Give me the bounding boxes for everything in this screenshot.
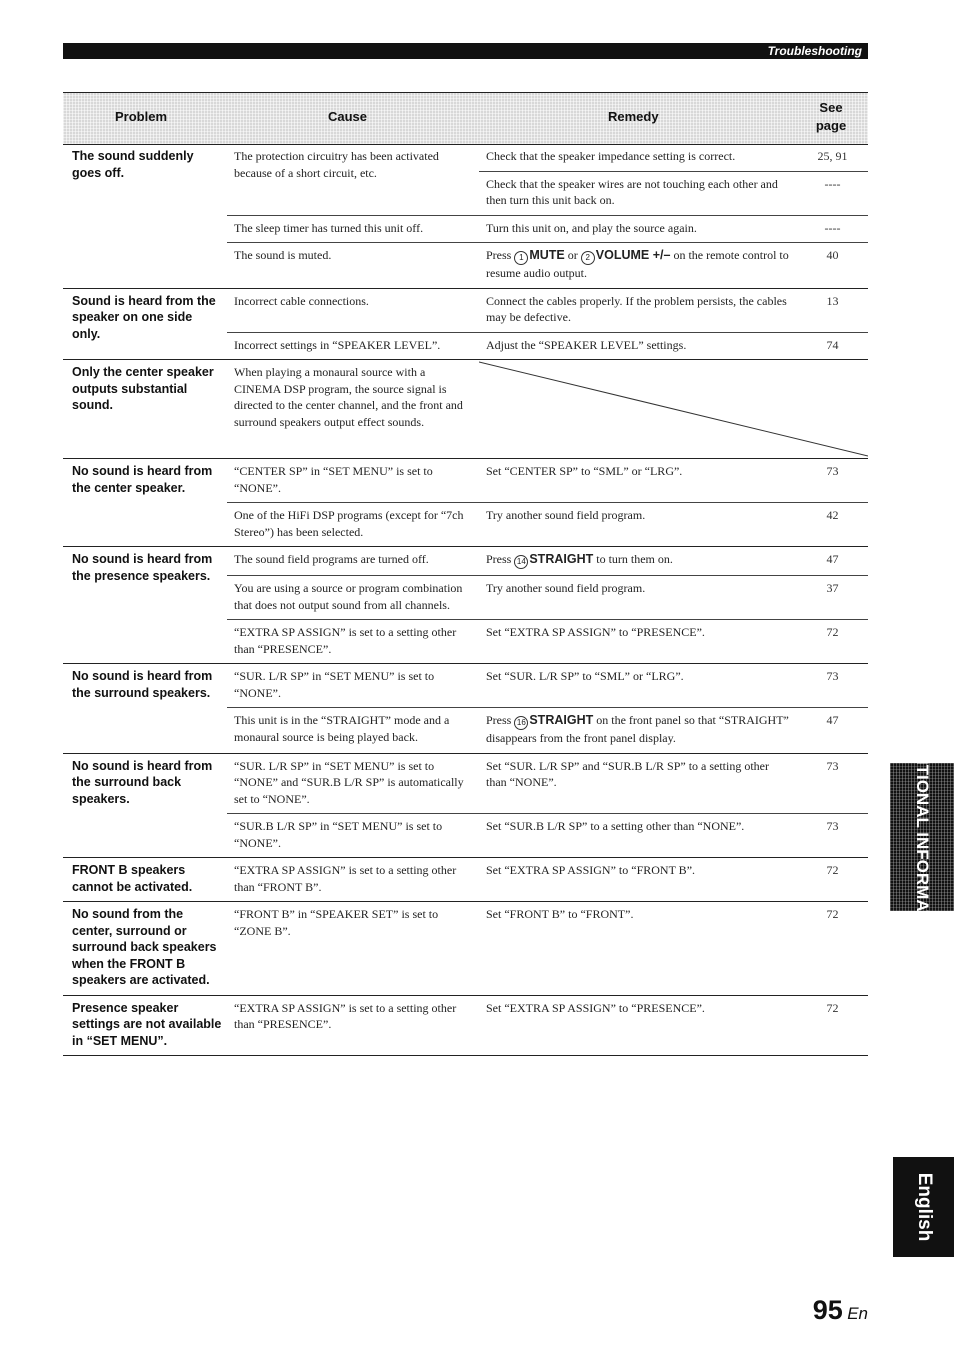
remedy-text: Check that the speaker impedance setting is correct. xyxy=(486,149,736,163)
remote-key-label: STRAIGHT xyxy=(529,713,594,727)
see-page: 25, 91 xyxy=(817,149,848,163)
remedy-pre: Press xyxy=(486,552,515,566)
remedy-row xyxy=(479,708,868,753)
cause-row xyxy=(227,215,868,243)
remedy-row xyxy=(479,547,868,575)
additional-information-tab[interactable] xyxy=(890,723,954,951)
table-header xyxy=(63,92,868,145)
additional-information-label: ADDITIONAL INFORMATION xyxy=(913,723,932,951)
remedy-text: Set “FRONT B” to “FRONT”. xyxy=(486,907,634,921)
cause-row xyxy=(227,858,868,901)
cause-list xyxy=(227,858,868,901)
cause-text: “SUR. L/R SP” in “SET MENU” is set to “NONE” and “SUR.B L/R SP” is automatically set to “NONE”. xyxy=(234,758,464,806)
see-page: 72 xyxy=(826,1000,839,1015)
problem-group xyxy=(63,289,868,361)
cause-row xyxy=(227,754,868,814)
remedy-list xyxy=(479,216,868,243)
remedy-text: Set “EXTRA SP ASSIGN” to “PRESENCE”. xyxy=(486,1000,705,1015)
remedy-list xyxy=(479,754,868,814)
cause-text: One of the HiFi DSP programs (except for “7ch Stereo”) has been selected. xyxy=(234,508,464,539)
cause-text: Incorrect settings in “SPEAKER LEVEL”. xyxy=(234,337,441,352)
cause-text: Incorrect cable connections. xyxy=(234,293,369,308)
problem-text: Presence speaker settings are not available in “SET MENU”. xyxy=(72,1000,222,1048)
cause-text: The sound is muted. xyxy=(234,248,332,262)
cause-row xyxy=(227,902,868,945)
cause-row xyxy=(227,459,868,502)
page-number-lang: En xyxy=(847,1304,868,1323)
remedy-list xyxy=(479,620,868,663)
see-page: 73 xyxy=(826,819,839,833)
language-label: English xyxy=(913,1172,935,1242)
cause-list xyxy=(227,547,868,663)
problem-text: FRONT B speakers cannot be activated. xyxy=(72,863,193,894)
cause-row xyxy=(227,360,868,458)
cause-text: The sound field programs are turned off. xyxy=(234,552,429,566)
problem-text: No sound is heard from the surround speakers. xyxy=(72,669,213,700)
remedy-post: on the remote control to resume audio output. xyxy=(486,248,789,280)
problem-group xyxy=(63,144,868,289)
remedy-text: Turn this unit on, and play the source again. xyxy=(486,220,697,235)
remedy-text: Adjust the “SPEAKER LEVEL” settings. xyxy=(486,337,687,352)
remedy-row xyxy=(479,171,868,215)
remedy-list xyxy=(479,547,868,575)
see-page: 40 xyxy=(826,248,839,262)
problem-text: No sound is heard from the surround back speakers. xyxy=(72,758,213,806)
remedy-row xyxy=(479,576,868,603)
see-page: ---- xyxy=(824,176,841,191)
remedy-list xyxy=(479,333,868,360)
cause-list xyxy=(227,289,868,360)
problem-group xyxy=(63,996,868,1057)
cause-row xyxy=(227,332,868,360)
remedy-row xyxy=(479,620,868,647)
problem-group xyxy=(63,459,868,547)
remedy-text: Set “SUR. L/R SP” to “SML” or “LRG”. xyxy=(486,669,684,683)
remedy-list xyxy=(479,360,868,458)
cause-text: “EXTRA SP ASSIGN” is set to a setting other than “PRESENCE”. xyxy=(234,625,457,656)
remedy-list xyxy=(479,708,868,753)
remedy-list xyxy=(479,243,868,288)
page-number xyxy=(813,1295,868,1326)
remedy-row xyxy=(479,996,868,1023)
remedy-row xyxy=(479,754,868,797)
cause-row xyxy=(227,575,868,619)
remedy-list xyxy=(479,459,868,502)
remedy-list xyxy=(479,996,868,1039)
cause-text: The protection circuitry has been activated because of a short circuit, etc. xyxy=(234,149,439,180)
remedy-list xyxy=(479,814,868,857)
see-page: 74 xyxy=(826,337,839,352)
cause-list xyxy=(227,664,868,753)
troubleshooting-table xyxy=(63,144,868,1056)
see-page: 72 xyxy=(826,907,839,921)
problem-text: No sound is heard from the center speaker. xyxy=(72,464,213,495)
remedy-list xyxy=(479,902,868,945)
remedy-text: Check that the speaker wires are not touching each other and then turn this unit back on. xyxy=(486,176,778,207)
header-see-page: See page xyxy=(815,100,847,133)
cause-row xyxy=(227,813,868,857)
problem-group xyxy=(63,858,868,902)
remedy-list xyxy=(479,664,868,707)
remedy-text xyxy=(479,708,797,753)
cause-list xyxy=(227,144,868,288)
remedy-list xyxy=(479,144,868,215)
cause-row xyxy=(227,547,868,575)
see-page: 72 xyxy=(826,625,839,639)
remedy-row xyxy=(479,289,868,332)
cause-list xyxy=(227,902,868,995)
see-page: 72 xyxy=(826,863,839,877)
cause-text: The sleep timer has turned this unit off. xyxy=(234,220,424,235)
cause-text: “FRONT B” in “SPEAKER SET” is set to “ZONE B”. xyxy=(234,907,439,938)
problem-text: No sound is heard from the presence speakers. xyxy=(72,552,213,583)
cause-text: “CENTER SP” in “SET MENU” is set to “NONE”. xyxy=(234,464,433,495)
remedy-row xyxy=(479,503,868,530)
key-number-icon: 14 xyxy=(514,555,528,569)
remedy-row xyxy=(479,243,868,288)
remedy-post: to turn them on. xyxy=(593,552,673,566)
remedy-pre: Press xyxy=(486,713,515,727)
remedy-text: Set “SUR. L/R SP” and “SUR.B L/R SP” to a setting other than “NONE”. xyxy=(486,758,770,789)
remedy-text: Set “EXTRA SP ASSIGN” to “PRESENCE”. xyxy=(486,625,705,639)
see-page: 13 xyxy=(826,293,839,308)
cause-row xyxy=(227,289,868,332)
see-page: 37 xyxy=(826,581,839,595)
key-number-icon: 1 xyxy=(514,251,528,265)
remedy-row xyxy=(479,459,868,486)
cause-text: This unit is in the “STRAIGHT” mode and a monaural source is being played back. xyxy=(234,713,450,744)
see-page: 73 xyxy=(826,758,839,773)
cause-text: “EXTRA SP ASSIGN” is set to a setting other than “PRESENCE”. xyxy=(234,1000,457,1031)
remedy-row xyxy=(479,216,868,243)
remedy-row xyxy=(479,814,868,841)
see-page: 73 xyxy=(826,464,839,478)
remedy-row xyxy=(479,333,868,360)
problem-group xyxy=(63,547,868,664)
remote-key-label: MUTE xyxy=(529,248,565,262)
language-tab[interactable] xyxy=(893,1157,954,1257)
section-header-bar xyxy=(63,43,868,59)
cause-list xyxy=(227,754,868,858)
header-problem: Problem xyxy=(115,109,168,124)
page-number-value: 95 xyxy=(812,1295,843,1325)
see-page: ---- xyxy=(824,220,841,235)
problem-group xyxy=(63,664,868,754)
problem-text: Sound is heard from the speaker on one side only. xyxy=(72,293,216,341)
remedy-text: Try another sound field program. xyxy=(486,508,646,522)
cause-row xyxy=(227,144,868,215)
cause-list xyxy=(227,360,868,458)
remedy-text: Set “EXTRA SP ASSIGN” to “FRONT B”. xyxy=(486,863,696,877)
cause-row xyxy=(227,996,868,1039)
see-page: 47 xyxy=(826,713,839,727)
remedy-text: Try another sound field program. xyxy=(486,581,646,595)
see-page: 42 xyxy=(826,508,839,522)
cause-text: “SUR. L/R SP” in “SET MENU” is set to “NONE”. xyxy=(234,669,435,700)
remedy-list xyxy=(479,576,868,619)
remedy-pre: Press xyxy=(486,248,515,262)
remedy-text: Set “SUR.B L/R SP” to a setting other than “NONE”. xyxy=(486,819,745,833)
problem-text: No sound from the center, surround or surround back speakers when the FRONT B speakers are activated. xyxy=(72,907,217,987)
header-cause: Cause xyxy=(328,109,368,124)
cause-text: “EXTRA SP ASSIGN” is set to a setting other than “FRONT B”. xyxy=(234,863,457,894)
remedy-row xyxy=(479,664,868,691)
problem-text: Only the center speaker outputs substantial sound. xyxy=(72,365,214,412)
cause-row xyxy=(227,707,868,753)
see-page: 47 xyxy=(826,552,839,566)
cause-list xyxy=(227,459,868,546)
remedy-post: on the front panel so that “STRAIGHT” disappears from the front panel display. xyxy=(486,713,789,745)
key-number-icon: 16 xyxy=(514,716,528,730)
remedy-row xyxy=(479,858,868,885)
cause-row xyxy=(227,664,868,707)
remedy-list xyxy=(479,289,868,332)
header-remedy: Remedy xyxy=(608,109,659,124)
remedy-list xyxy=(479,858,868,901)
section-title: Troubleshooting xyxy=(767,44,862,58)
remedy-text xyxy=(479,547,797,575)
remedy-list xyxy=(479,503,868,546)
key-number-icon: 2 xyxy=(581,251,595,265)
cause-list xyxy=(227,996,868,1056)
problem-group xyxy=(63,902,868,996)
problem-group xyxy=(63,360,868,459)
problem-text: The sound suddenly goes off. xyxy=(72,149,194,180)
cause-row xyxy=(227,619,868,663)
remedy-text: Set “CENTER SP” to “SML” or “LRG”. xyxy=(486,464,683,478)
remedy-text: Connect the cables properly. If the problem persists, the cables may be defective. xyxy=(486,293,787,324)
see-page: 73 xyxy=(826,669,839,683)
remedy-text xyxy=(479,243,797,288)
cause-text: When playing a monaural source with a CINEMA DSP program, the source signal is directed to the center channel, and the front and surround speakers output effect sounds. xyxy=(234,365,463,429)
remote-key-label: STRAIGHT xyxy=(529,552,594,566)
cause-row xyxy=(227,502,868,546)
problem-group xyxy=(63,754,868,859)
remedy-mid: or xyxy=(564,248,581,262)
cause-text: You are using a source or program combination that does not output sound from all channels. xyxy=(234,581,463,612)
cause-row xyxy=(227,242,868,288)
remedy-row xyxy=(479,902,868,929)
cause-text: “SUR.B L/R SP” in “SET MENU” is set to “NONE”. xyxy=(234,819,443,850)
not-applicable-diagonal xyxy=(479,360,868,458)
remote-key-label: VOLUME +/– xyxy=(595,248,671,262)
remedy-row xyxy=(479,144,868,171)
